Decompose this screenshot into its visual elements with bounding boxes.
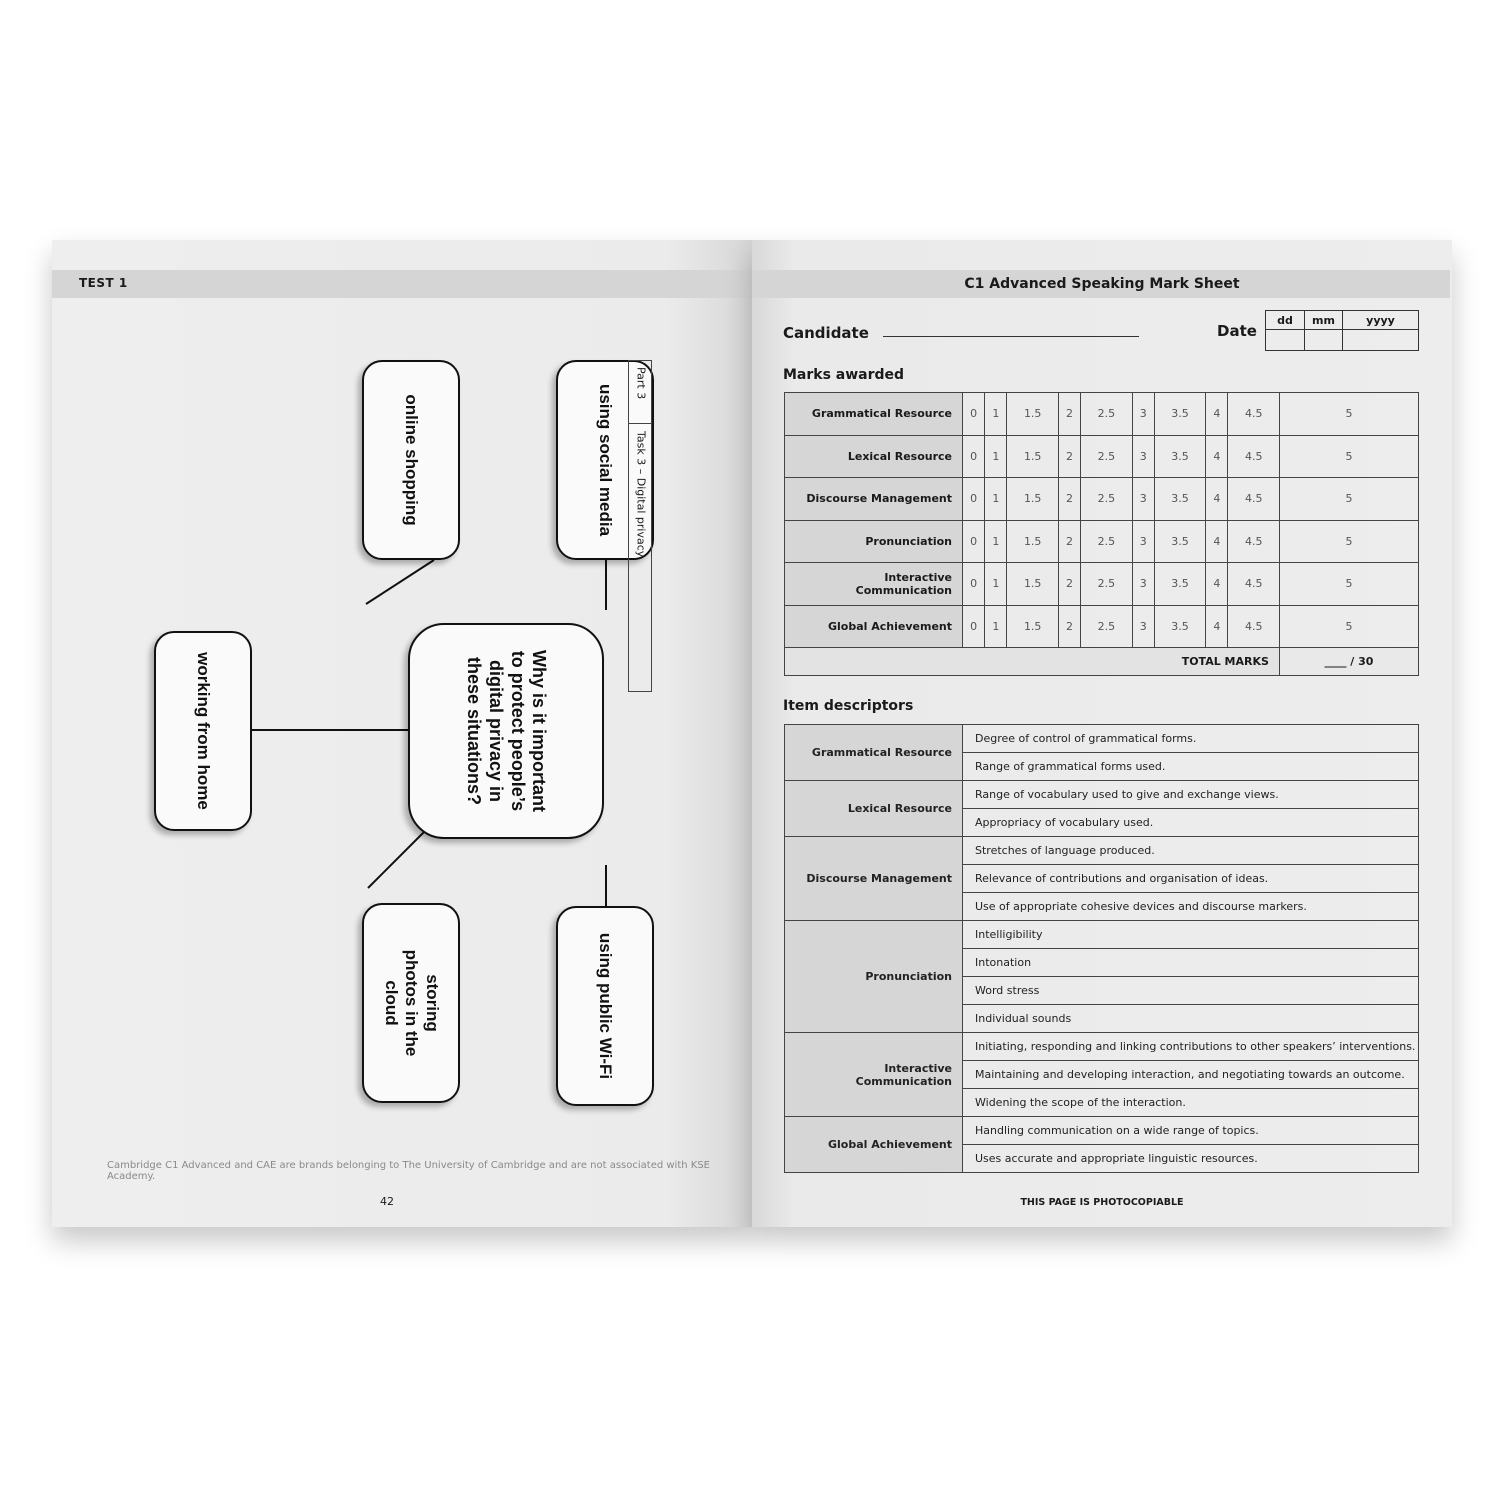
marks-row [785, 435, 1419, 478]
candidate-line [883, 336, 1139, 337]
prompt-working-from-home: working from home [154, 631, 252, 831]
date-dd-header: dd [1266, 311, 1305, 330]
score-cell[interactable]: 2 [1058, 435, 1080, 478]
descriptor-item: Widening the scope of the interaction. [963, 1089, 1419, 1117]
page-number: 42 [380, 1195, 394, 1208]
date-mm-cell [1305, 330, 1343, 351]
descriptor-item: Uses accurate and appropriate linguistic resources. [963, 1145, 1419, 1173]
score-cell[interactable]: 3 [1132, 605, 1154, 648]
score-cell[interactable]: 4.5 [1228, 520, 1279, 563]
score-cell[interactable]: 2.5 [1081, 393, 1132, 436]
score-cell[interactable]: 5 [1279, 435, 1418, 478]
score-cell[interactable]: 1.5 [1007, 563, 1058, 606]
date-grid [1265, 310, 1419, 351]
score-cell[interactable]: 1 [985, 563, 1007, 606]
descriptor-row [785, 781, 1419, 809]
descriptor-criterion: Interactive Communication [785, 1033, 963, 1117]
score-cell[interactable]: 5 [1279, 478, 1418, 521]
descriptor-item: Range of grammatical forms used. [963, 753, 1419, 781]
descriptor-row [785, 1033, 1419, 1061]
score-cell[interactable]: 1.5 [1007, 393, 1058, 436]
score-cell[interactable]: 0 [963, 478, 985, 521]
score-cell[interactable]: 3.5 [1154, 478, 1205, 521]
descriptor-item: Stretches of language produced. [963, 837, 1419, 865]
score-cell[interactable]: 3 [1132, 393, 1154, 436]
score-cell[interactable]: 3.5 [1154, 605, 1205, 648]
criterion-label: Lexical Resource [785, 435, 963, 478]
descriptor-item: Use of appropriate cohesive devices and discourse markers. [963, 893, 1419, 921]
descriptor-row [785, 1117, 1419, 1145]
sheet-title: C1 Advanced Speaking Mark Sheet [964, 276, 1240, 292]
score-cell[interactable]: 4.5 [1228, 478, 1279, 521]
marks-table [784, 392, 1419, 676]
part-task-label [628, 360, 652, 692]
score-cell[interactable]: 1 [985, 520, 1007, 563]
marks-row [785, 520, 1419, 563]
score-cell[interactable]: 4.5 [1228, 563, 1279, 606]
score-cell[interactable]: 4 [1206, 478, 1228, 521]
prompt-social-media: using social media [556, 360, 654, 560]
date-dd-cell [1266, 330, 1305, 351]
score-cell[interactable]: 0 [963, 605, 985, 648]
score-cell[interactable]: 4 [1206, 563, 1228, 606]
total-row [785, 648, 1419, 676]
score-cell[interactable]: 2 [1058, 393, 1080, 436]
score-cell[interactable]: 1 [985, 435, 1007, 478]
score-cell[interactable]: 1.5 [1007, 520, 1058, 563]
criterion-label: Discourse Management [785, 478, 963, 521]
descriptor-item: Relevance of contributions and organisation of ideas. [963, 865, 1419, 893]
date-yyyy-header: yyyy [1343, 311, 1419, 330]
criterion-label: Interactive Communication [785, 563, 963, 606]
header-bar [52, 270, 752, 298]
score-cell[interactable]: 2 [1058, 605, 1080, 648]
score-cell[interactable]: 4 [1206, 435, 1228, 478]
test-label: TEST 1 [79, 276, 128, 290]
central-question: Why is it important to protect people’s digital privacy in these situations? [408, 623, 604, 839]
score-cell[interactable]: 1.5 [1007, 605, 1058, 648]
score-cell[interactable]: 3.5 [1154, 563, 1205, 606]
score-cell[interactable]: 2.5 [1081, 605, 1132, 648]
score-cell[interactable]: 3 [1132, 520, 1154, 563]
total-marks-value[interactable]: ____ / 30 [1279, 648, 1418, 676]
score-cell[interactable]: 1 [985, 605, 1007, 648]
score-cell[interactable]: 5 [1279, 520, 1418, 563]
descriptor-item: Appropriacy of vocabulary used. [963, 809, 1419, 837]
score-cell[interactable]: 1 [985, 478, 1007, 521]
marks-row [785, 393, 1419, 436]
mind-map [134, 360, 678, 1224]
score-cell[interactable]: 2 [1058, 563, 1080, 606]
descriptor-item: Maintaining and developing interaction, and negotiating towards an outcome. [963, 1061, 1419, 1089]
descriptor-row [785, 921, 1419, 949]
marks-awarded-title: Marks awarded [783, 367, 905, 383]
descriptor-criterion: Grammatical Resource [785, 725, 963, 781]
score-cell[interactable]: 3 [1132, 435, 1154, 478]
score-cell[interactable]: 1.5 [1007, 435, 1058, 478]
score-cell[interactable]: 2.5 [1081, 520, 1132, 563]
right-page [752, 240, 1452, 1227]
score-cell[interactable]: 5 [1279, 393, 1418, 436]
photocopiable-note: THIS PAGE IS PHOTOCOPIABLE [1020, 1197, 1184, 1208]
descriptors-table [784, 724, 1419, 1173]
score-cell[interactable]: 3.5 [1154, 393, 1205, 436]
score-cell[interactable]: 0 [963, 393, 985, 436]
date-label: Date [1217, 322, 1257, 340]
score-cell[interactable]: 1 [985, 393, 1007, 436]
descriptor-item: Word stress [963, 977, 1419, 1005]
score-cell[interactable]: 4.5 [1228, 435, 1279, 478]
copyright-note: Cambridge C1 Advanced and CAE are brands belonging to The University of Cambridge and are not associated with KSE Academy. [107, 1160, 710, 1182]
part-label: Part 3 [634, 367, 648, 400]
score-cell[interactable]: 4 [1206, 605, 1228, 648]
score-cell[interactable]: 2 [1058, 478, 1080, 521]
score-cell[interactable]: 2.5 [1081, 478, 1132, 521]
score-cell[interactable]: 3 [1132, 563, 1154, 606]
left-page [52, 240, 752, 1227]
prompt-cloud-photos: storing photos in the cloud [362, 903, 460, 1103]
descriptor-row [785, 837, 1419, 865]
item-descriptors-title: Item descriptors [783, 698, 914, 714]
score-cell[interactable]: 5 [1279, 563, 1418, 606]
score-cell[interactable]: 0 [963, 435, 985, 478]
descriptor-item: Intelligibility [963, 921, 1419, 949]
date-yyyy-cell [1343, 330, 1419, 351]
descriptor-row [785, 725, 1419, 753]
candidate-label: Candidate [783, 324, 869, 342]
marks-row [785, 563, 1419, 606]
criterion-label: Global Achievement [785, 605, 963, 648]
score-cell[interactable]: 0 [963, 563, 985, 606]
score-cell[interactable]: 5 [1279, 605, 1418, 648]
score-cell[interactable]: 2.5 [1081, 563, 1132, 606]
score-cell[interactable]: 1.5 [1007, 478, 1058, 521]
score-cell[interactable]: 4 [1206, 393, 1228, 436]
total-marks-label: TOTAL MARKS [785, 648, 1280, 676]
descriptor-criterion: Pronunciation [785, 921, 963, 1033]
descriptor-item: Initiating, responding and linking contributions to other speakers’ interventions. [963, 1033, 1419, 1061]
prompt-public-wifi: using public Wi-Fi [556, 906, 654, 1106]
descriptor-criterion: Global Achievement [785, 1117, 963, 1173]
prompt-online-shopping: online shopping [362, 360, 460, 560]
score-cell[interactable]: 2.5 [1081, 435, 1132, 478]
score-cell[interactable]: 4.5 [1228, 393, 1279, 436]
criterion-label: Grammatical Resource [785, 393, 963, 436]
marks-row [785, 605, 1419, 648]
score-cell[interactable]: 4.5 [1228, 605, 1279, 648]
descriptor-item: Individual sounds [963, 1005, 1419, 1033]
descriptor-item: Degree of control of grammatical forms. [963, 725, 1419, 753]
score-cell[interactable]: 3.5 [1154, 435, 1205, 478]
descriptor-item: Range of vocabulary used to give and exchange views. [963, 781, 1419, 809]
marks-row [785, 478, 1419, 521]
descriptor-criterion: Discourse Management [785, 837, 963, 921]
date-mm-header: mm [1305, 311, 1343, 330]
score-cell[interactable]: 4 [1206, 520, 1228, 563]
score-cell[interactable]: 0 [963, 520, 985, 563]
descriptor-item: Handling communication on a wide range of topics. [963, 1117, 1419, 1145]
descriptor-criterion: Lexical Resource [785, 781, 963, 837]
criterion-label: Pronunciation [785, 520, 963, 563]
task-label: Task 3 – Digital privacy [634, 431, 648, 558]
score-cell[interactable]: 3.5 [1154, 520, 1205, 563]
score-cell[interactable]: 2 [1058, 520, 1080, 563]
descriptor-item: Intonation [963, 949, 1419, 977]
score-cell[interactable]: 3 [1132, 478, 1154, 521]
